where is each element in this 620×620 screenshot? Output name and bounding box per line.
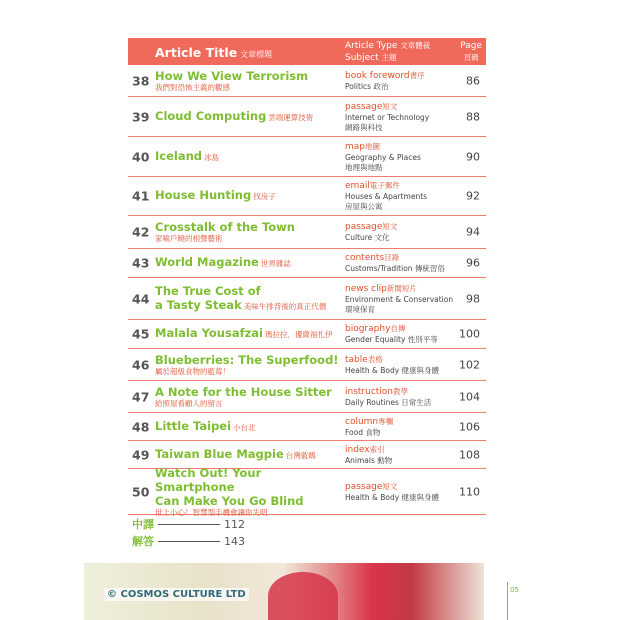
article-title-zh: 我們對恐怖主義的觀感	[155, 82, 230, 92]
article-title: World Magazine	[155, 255, 259, 269]
article-type: index	[345, 444, 370, 455]
article-title-zh: 冰島	[204, 152, 220, 162]
header-page	[460, 40, 482, 64]
header-subject-en: Subject	[345, 53, 379, 63]
article-title: Cloud Computing	[155, 108, 267, 123]
article-title: Blueberries: The Superfood!	[155, 352, 339, 367]
article-title-zh: 雲端運算技術	[268, 112, 314, 122]
copyright-text: © COSMOS CULTURE LTD	[104, 588, 249, 601]
leader-line	[158, 524, 220, 525]
answers-entry[interactable]	[132, 533, 245, 549]
article-type-zh: 索引	[369, 444, 385, 454]
article-title-zh: 小台北	[233, 422, 256, 432]
article-number: 47	[132, 389, 150, 404]
article-title: How We View Terrorism	[155, 68, 309, 83]
article-type: biography	[345, 324, 391, 334]
table-of-contents	[128, 38, 486, 515]
article-type: book foreword	[345, 70, 410, 81]
header-article-type	[345, 40, 430, 64]
translation-entry[interactable]	[132, 516, 245, 532]
article-number: 46	[132, 357, 150, 372]
article-page: 102	[459, 358, 480, 371]
article-title: The True Cost of	[155, 283, 261, 298]
header-type-zh: 文章體裁	[400, 41, 431, 50]
article-type-zh: 電子郵件	[369, 181, 400, 190]
article-type-zh: 短文	[382, 481, 398, 491]
article-title-zh: 屬於超級食物的藍莓！	[155, 366, 230, 376]
article-type-zh: 教學	[393, 386, 409, 396]
article-page: 92	[466, 189, 480, 203]
article-subject-zh: 地理與地點	[345, 162, 383, 172]
article-page: 104	[459, 390, 480, 403]
article-page: 88	[466, 110, 480, 123]
article-subject: Geography & Places	[345, 152, 421, 162]
article-title: Iceland	[155, 148, 203, 163]
leader-line	[158, 541, 220, 542]
article-page: 106	[459, 420, 480, 433]
table-row[interactable]	[128, 349, 486, 381]
article-number: 41	[132, 188, 150, 204]
article-number: 48	[132, 419, 150, 434]
article-title: Little Taipei	[155, 418, 232, 433]
translation-page: 112	[224, 518, 245, 531]
article-title: Taiwan Blue Magpie	[155, 446, 284, 461]
table-row[interactable]	[128, 249, 486, 278]
article-subject-zh: 環境保育	[345, 304, 375, 314]
article-type: column	[345, 416, 379, 427]
header-title-zh: 文章標題	[240, 50, 273, 59]
table-row[interactable]	[128, 137, 486, 177]
article-subject-zh: 網路與科技	[345, 122, 383, 132]
article-type-zh: 書序	[409, 70, 425, 80]
header-type-en: Article Type	[345, 41, 398, 51]
article-type: instruction	[345, 386, 394, 397]
dish-shape	[268, 572, 338, 620]
article-title: House Hunting	[155, 188, 252, 202]
article-type: passage	[345, 481, 383, 492]
article-type: table	[345, 354, 368, 365]
article-title-line2: Can Make You Go Blind	[155, 493, 304, 508]
article-title-line2: a Tasty Steak	[155, 297, 242, 312]
article-number: 45	[132, 326, 150, 342]
article-number: 40	[132, 149, 150, 164]
article-title: Crosstalk of the Town	[155, 220, 295, 234]
article-number: 49	[132, 447, 150, 462]
article-title-zh: 找房子	[253, 192, 276, 201]
article-subject: Daily Routines 日常生活	[345, 397, 432, 407]
translation-label: 中譯	[132, 518, 154, 531]
table-row[interactable]	[128, 97, 486, 137]
article-number: 42	[132, 224, 150, 240]
article-type-zh: 表格	[367, 354, 383, 364]
article-title-zh: 美味牛排背後的真正代價	[243, 301, 327, 311]
article-type-zh: 自傳	[390, 324, 406, 333]
article-subject-zh: 房屋與公寓	[345, 202, 383, 211]
table-row[interactable]	[128, 65, 486, 97]
header-article-title	[155, 45, 272, 60]
article-type: map	[345, 141, 365, 152]
article-title-zh: 瑪拉拉．優薩福扎伊	[264, 330, 333, 339]
article-number: 44	[132, 291, 150, 306]
header-page-zh: 頁碼	[463, 53, 479, 62]
article-title-zh: 台灣藍鵲	[285, 450, 316, 460]
article-page: 98	[466, 292, 480, 305]
article-title-zh: 給照屋看顧人的留言	[155, 398, 223, 408]
article-subject: Health & Body 健康與身體	[345, 365, 440, 375]
table-row[interactable]	[128, 465, 486, 517]
page-number: 05	[510, 586, 519, 594]
table-row[interactable]	[128, 381, 486, 413]
table-row[interactable]	[128, 216, 486, 249]
article-type-zh: 專欄	[378, 416, 394, 426]
article-number: 38	[132, 73, 150, 88]
article-page: 100	[459, 327, 480, 341]
article-page: 90	[466, 150, 480, 163]
answers-page: 143	[224, 535, 245, 548]
article-number: 50	[132, 484, 150, 499]
article-title-zh: 家喻戶曉的相聲藝術	[155, 234, 223, 243]
article-subject: Gender Equality 性別平等	[345, 335, 438, 344]
article-title-zh: 世界雜誌	[260, 259, 291, 268]
header-title-en: Article Title	[155, 45, 238, 60]
article-page: 110	[459, 485, 480, 498]
article-type-zh: 短文	[382, 101, 398, 111]
article-subject: Politics 政治	[345, 81, 389, 91]
article-type: passage	[345, 101, 383, 112]
header-page-en: Page	[460, 41, 482, 51]
article-subject: Food 食物	[345, 427, 381, 437]
article-title: Malala Yousafzai	[155, 326, 263, 340]
article-type-zh: 目錄	[384, 253, 400, 262]
table-row[interactable]	[128, 320, 486, 349]
article-subject: Customs/Tradition 傳統習俗	[345, 264, 445, 273]
article-type: email	[345, 181, 370, 191]
article-page: 94	[466, 225, 480, 239]
article-type: news clip	[345, 283, 387, 294]
article-type-zh: 短文	[382, 222, 398, 231]
article-subject: Environment & Conservation	[345, 294, 454, 304]
article-subject: Internet or Technology	[345, 112, 430, 122]
article-type-zh: 新聞短片	[386, 283, 417, 293]
article-type-zh: 地圖	[365, 141, 380, 151]
toc-header	[128, 38, 486, 65]
article-subject: Animals 動物	[345, 455, 393, 465]
article-type: contents	[345, 253, 385, 263]
header-subject-zh: 主題	[381, 53, 397, 62]
article-number: 43	[132, 255, 150, 271]
article-title: Watch Out! Your Smartphone	[155, 465, 262, 494]
article-subject: Houses & Apartments	[345, 192, 428, 201]
article-number: 39	[132, 109, 150, 124]
table-row[interactable]	[128, 278, 486, 320]
article-page: 86	[466, 74, 480, 87]
article-subject: Health & Body 健康與身體	[345, 492, 440, 502]
article-title: A Note for the House Sitter	[155, 384, 332, 399]
answers-label: 解答	[132, 535, 154, 548]
article-type: passage	[345, 222, 383, 232]
table-row[interactable]	[128, 177, 486, 216]
article-title-zh: 世上小心！智慧型手機會讓你失明	[155, 507, 268, 517]
article-page: 108	[459, 448, 480, 461]
article-subject: Culture 文化	[345, 233, 390, 242]
page-number-rule	[507, 582, 508, 620]
table-row[interactable]	[128, 413, 486, 441]
article-page: 96	[466, 256, 480, 270]
